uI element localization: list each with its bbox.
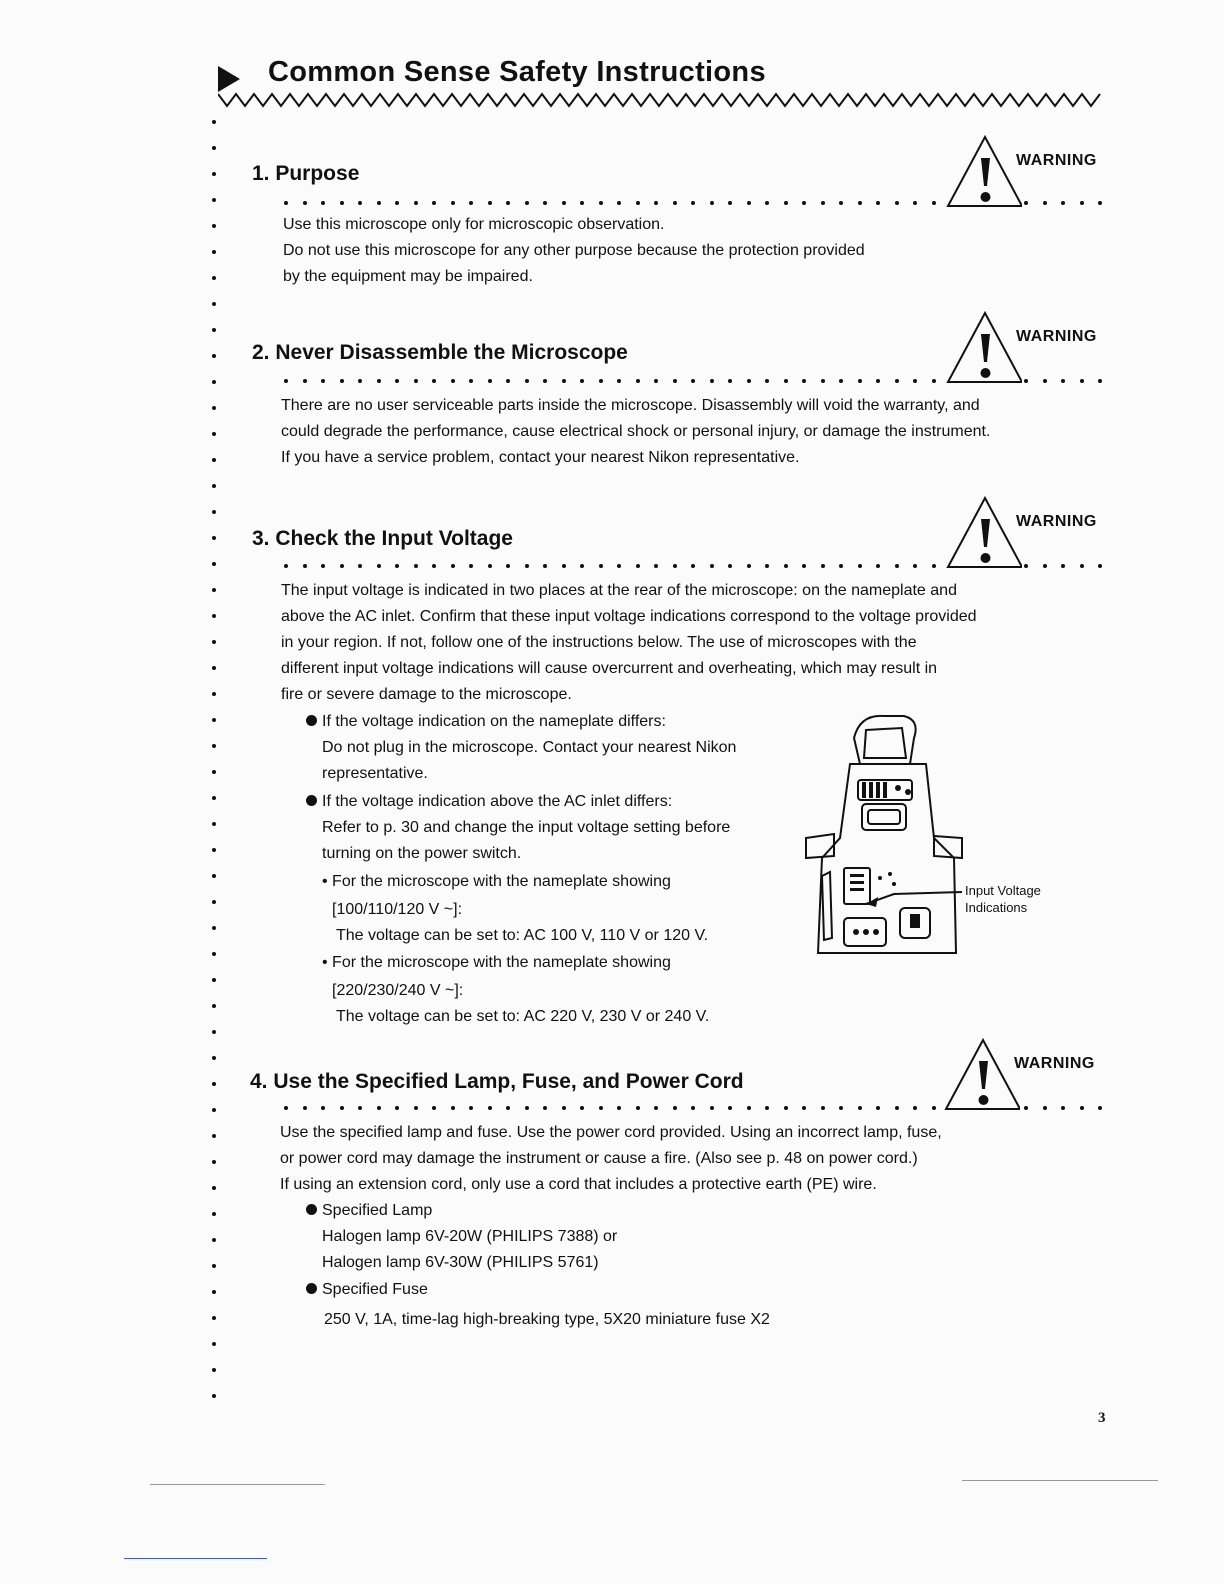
rule-dot xyxy=(876,379,880,383)
rule-dot xyxy=(1098,201,1102,205)
rule-dot xyxy=(321,379,325,383)
rule-dot xyxy=(451,201,455,205)
subitem-heading: • For the microscope with the nameplate showing xyxy=(322,954,671,971)
section-4-dotted-rule xyxy=(284,1106,1106,1112)
rule-dot xyxy=(469,1106,473,1110)
rule-dot xyxy=(802,201,806,205)
margin-dot xyxy=(212,1264,216,1268)
rule-dot xyxy=(1080,1106,1084,1110)
section-2-dotted-rule xyxy=(284,379,1106,385)
margin-dot xyxy=(212,1004,216,1008)
margin-dot xyxy=(212,1082,216,1086)
margin-dot xyxy=(212,978,216,982)
section-3-line: in your region. If not, follow one of the instructions below. The use of microscopes with the xyxy=(281,634,917,651)
rule-dot xyxy=(802,564,806,568)
margin-dot xyxy=(212,692,216,696)
rule-dot xyxy=(617,379,621,383)
margin-dot xyxy=(212,1134,216,1138)
warning-triangle-icon xyxy=(942,134,1022,210)
rule-dot xyxy=(525,564,529,568)
rule-dot xyxy=(599,564,603,568)
rule-dot xyxy=(321,1106,325,1110)
bullet-body-line: Refer to p. 30 and change the input voltage setting before xyxy=(322,819,731,836)
rule-dot xyxy=(913,379,917,383)
rule-dot xyxy=(543,1106,547,1110)
section-1-line: Do not use this microscope for any other purpose because the protection provided xyxy=(283,242,865,259)
rule-dot xyxy=(1080,564,1084,568)
rule-dot xyxy=(395,1106,399,1110)
section-3-line: The input voltage is indicated in two places at the rear of the microscope: on the nameplate and xyxy=(281,582,957,599)
section-1-body xyxy=(283,212,865,290)
section-2-line: could degrade the performance, cause electrical shock or personal injury, or damage the instrument. xyxy=(281,423,991,440)
rule-dot xyxy=(839,379,843,383)
rule-dot xyxy=(728,564,732,568)
rule-dot xyxy=(340,564,344,568)
rule-dot xyxy=(284,379,288,383)
margin-dot xyxy=(212,1186,216,1190)
rule-dot xyxy=(839,201,843,205)
margin-dot xyxy=(212,562,216,566)
margin-dot xyxy=(212,1212,216,1216)
rule-dot xyxy=(691,1106,695,1110)
margin-dot xyxy=(212,536,216,540)
rule-dot xyxy=(784,1106,788,1110)
margin-dot xyxy=(212,250,216,254)
rule-dot xyxy=(802,1106,806,1110)
section-2-title: 2. Never Disassemble the Microscope xyxy=(252,341,628,364)
ac-inlet-bullet xyxy=(306,789,730,867)
margin-dot xyxy=(212,328,216,332)
rule-dot xyxy=(599,201,603,205)
rule-dot xyxy=(673,1106,677,1110)
margin-dot xyxy=(212,1368,216,1372)
rule-dot xyxy=(340,1106,344,1110)
rule-dot xyxy=(821,379,825,383)
margin-dot xyxy=(212,1056,216,1060)
rule-dot xyxy=(358,379,362,383)
rule-dot xyxy=(303,379,307,383)
rule-dot xyxy=(673,564,677,568)
rule-dot xyxy=(617,201,621,205)
margin-dot xyxy=(212,666,216,670)
margin-dot xyxy=(212,302,216,306)
page-title: Common Sense Safety Instructions xyxy=(268,56,766,88)
rule-dot xyxy=(377,201,381,205)
rule-dot xyxy=(821,1106,825,1110)
section-4-line: If using an extension cord, only use a cord that includes a protective earth (PE) wire. xyxy=(280,1176,877,1193)
margin-dot xyxy=(212,744,216,748)
section-3-line: above the AC inlet. Confirm that these input voltage indications correspond to the voltage provided xyxy=(281,608,977,625)
rule-dot xyxy=(728,201,732,205)
margin-dot xyxy=(212,822,216,826)
bullet-heading: If the voltage indication above the AC inlet differs: xyxy=(322,793,673,810)
section-3-title: 3. Check the Input Voltage xyxy=(252,527,513,550)
margin-dot xyxy=(212,458,216,462)
rule-dot xyxy=(451,564,455,568)
rule-dot xyxy=(321,564,325,568)
rule-dot xyxy=(303,564,307,568)
rule-dot xyxy=(858,201,862,205)
rule-dot xyxy=(728,379,732,383)
rule-dot xyxy=(358,1106,362,1110)
rule-dot xyxy=(932,564,936,568)
figure-label xyxy=(965,882,1041,916)
subitem-rating: [220/230/240 V ~]: xyxy=(332,982,464,999)
bullet-icon xyxy=(306,795,317,806)
rule-dot xyxy=(747,1106,751,1110)
margin-dot xyxy=(212,796,216,800)
rule-dot xyxy=(1098,379,1102,383)
bullet-heading: Specified Fuse xyxy=(322,1281,428,1298)
rule-dot xyxy=(469,564,473,568)
rule-dot xyxy=(321,201,325,205)
rule-dot xyxy=(543,564,547,568)
margin-dot xyxy=(212,1316,216,1320)
lamp-item: Halogen lamp 6V-30W (PHILIPS 5761) xyxy=(322,1254,599,1271)
rule-dot xyxy=(580,564,584,568)
rule-dot xyxy=(617,1106,621,1110)
section-4-body xyxy=(280,1120,942,1198)
rule-dot xyxy=(506,564,510,568)
rule-dot xyxy=(710,564,714,568)
margin-dot xyxy=(212,354,216,358)
section-3-dotted-rule xyxy=(284,564,1106,570)
rule-dot xyxy=(765,1106,769,1110)
rule-dot xyxy=(1024,1106,1028,1110)
rule-dot xyxy=(876,564,880,568)
rule-dot xyxy=(1080,201,1084,205)
section-2-body xyxy=(281,393,990,471)
rule-dot xyxy=(895,1106,899,1110)
section-1-line: by the equipment may be impaired. xyxy=(283,268,533,285)
rule-dot xyxy=(617,564,621,568)
rule-dot xyxy=(506,201,510,205)
rule-dot xyxy=(673,379,677,383)
rule-dot xyxy=(377,1106,381,1110)
margin-dot xyxy=(212,120,216,124)
rule-dot xyxy=(710,1106,714,1110)
rule-dot xyxy=(747,564,751,568)
rule-dot xyxy=(469,379,473,383)
page-number: 3 xyxy=(1098,1410,1106,1426)
rule-dot xyxy=(654,1106,658,1110)
rule-dot xyxy=(691,564,695,568)
rule-dot xyxy=(691,379,695,383)
rule-dot xyxy=(284,201,288,205)
bullet-icon xyxy=(306,1204,317,1215)
bullet-body-line: representative. xyxy=(322,765,428,782)
rule-dot xyxy=(414,1106,418,1110)
margin-dot xyxy=(212,952,216,956)
rule-dot xyxy=(765,379,769,383)
section-3-body xyxy=(281,578,977,708)
rule-dot xyxy=(432,201,436,205)
warning-triangle-icon xyxy=(942,310,1022,386)
margin-dot xyxy=(212,900,216,904)
section-2-line: There are no user serviceable parts inside the microscope. Disassembly will void the warranty, and xyxy=(281,397,980,414)
margin-dot xyxy=(212,614,216,618)
warning-triangle-icon xyxy=(940,1037,1020,1113)
rule-dot xyxy=(303,1106,307,1110)
rule-dot xyxy=(284,564,288,568)
margin-dot xyxy=(212,848,216,852)
rule-dot xyxy=(599,1106,603,1110)
rule-dot xyxy=(1098,564,1102,568)
title-zigzag-divider xyxy=(218,90,1110,112)
section-2-warning xyxy=(942,310,1112,390)
warning-triangle-icon xyxy=(942,495,1022,571)
rule-dot xyxy=(562,201,566,205)
rule-dot xyxy=(913,564,917,568)
margin-dot xyxy=(212,146,216,150)
rule-dot xyxy=(784,379,788,383)
rule-dot xyxy=(451,1106,455,1110)
section-1-title: 1. Purpose xyxy=(252,162,360,185)
bullet-heading: Specified Lamp xyxy=(322,1202,433,1219)
rule-dot xyxy=(395,201,399,205)
rule-dot xyxy=(895,379,899,383)
rule-dot xyxy=(469,201,473,205)
warning-label: WARNING xyxy=(1016,328,1097,345)
rule-dot xyxy=(1098,1106,1102,1110)
rule-dot xyxy=(932,379,936,383)
margin-dot xyxy=(212,640,216,644)
bullet-body-line: Do not plug in the microscope. Contact your nearest Nikon xyxy=(322,739,737,756)
scan-artifact-line xyxy=(962,1480,1158,1481)
rule-dot xyxy=(636,201,640,205)
section-3-warning xyxy=(942,495,1112,575)
rule-dot xyxy=(876,201,880,205)
rule-dot xyxy=(654,201,658,205)
section-3-line: fire or severe damage to the microscope. xyxy=(281,686,572,703)
rule-dot xyxy=(858,564,862,568)
rule-dot xyxy=(710,379,714,383)
rule-dot xyxy=(913,1106,917,1110)
subitem-heading: • For the microscope with the nameplate showing xyxy=(322,873,671,890)
section-4-line: or power cord may damage the instrument or cause a fire. (Also see p. 48 on power cord.) xyxy=(280,1150,918,1167)
rule-dot xyxy=(691,201,695,205)
subitem-setting: The voltage can be set to: AC 100 V, 110 V or 120 V. xyxy=(336,927,709,944)
rule-dot xyxy=(488,564,492,568)
rule-dot xyxy=(358,564,362,568)
rule-dot xyxy=(284,1106,288,1110)
rule-dot xyxy=(580,201,584,205)
title-arrow-icon xyxy=(218,66,240,92)
margin-dot xyxy=(212,276,216,280)
margin-dot xyxy=(212,380,216,384)
rule-dot xyxy=(395,564,399,568)
section-3-line: different input voltage indications will cause overcurrent and overheating, which may result in xyxy=(281,660,938,677)
section-4-line: Use the specified lamp and fuse. Use the power cord provided. Using an incorrect lamp, fuse, xyxy=(280,1124,942,1141)
rule-dot xyxy=(1061,379,1065,383)
rule-dot xyxy=(1043,201,1047,205)
rule-dot xyxy=(340,201,344,205)
rule-dot xyxy=(895,564,899,568)
rule-dot xyxy=(377,379,381,383)
rule-dot xyxy=(1080,379,1084,383)
rule-dot xyxy=(932,201,936,205)
rule-dot xyxy=(506,379,510,383)
rule-dot xyxy=(377,564,381,568)
subitem-rating: [100/110/120 V ~]: xyxy=(332,901,463,918)
section-4-warning xyxy=(940,1037,1110,1117)
scan-artifact-line xyxy=(150,1484,325,1485)
rule-dot xyxy=(654,379,658,383)
rule-dot xyxy=(673,201,677,205)
bullet-body-line: turning on the power switch. xyxy=(322,845,522,862)
rule-dot xyxy=(728,1106,732,1110)
rule-dot xyxy=(802,379,806,383)
lamp-item: Halogen lamp 6V-20W (PHILIPS 7388) or xyxy=(322,1228,618,1245)
rule-dot xyxy=(506,1106,510,1110)
rule-dot xyxy=(599,379,603,383)
rule-dot xyxy=(432,379,436,383)
rule-dot xyxy=(821,564,825,568)
rule-dot xyxy=(784,564,788,568)
margin-dot xyxy=(212,432,216,436)
margin-dot xyxy=(212,172,216,176)
rule-dot xyxy=(710,201,714,205)
rule-dot xyxy=(1024,564,1028,568)
scan-artifact-line xyxy=(124,1558,267,1559)
microscope-rear-illustration xyxy=(804,708,1064,968)
rule-dot xyxy=(525,1106,529,1110)
rule-dot xyxy=(1024,201,1028,205)
rule-dot xyxy=(358,201,362,205)
rule-dot xyxy=(340,379,344,383)
rule-dot xyxy=(636,1106,640,1110)
margin-dot xyxy=(212,224,216,228)
rule-dot xyxy=(543,201,547,205)
rule-dot xyxy=(414,201,418,205)
margin-dot xyxy=(212,926,216,930)
rule-dot xyxy=(432,564,436,568)
margin-dot xyxy=(212,510,216,514)
voltage-subitem-1 xyxy=(322,869,708,949)
rule-dot xyxy=(821,201,825,205)
margin-dot xyxy=(212,1030,216,1034)
rule-dot xyxy=(876,1106,880,1110)
rule-dot xyxy=(1061,201,1065,205)
margin-dot xyxy=(212,484,216,488)
margin-dot xyxy=(212,874,216,878)
margin-dot xyxy=(212,1290,216,1294)
voltage-subitem-2 xyxy=(322,950,709,1030)
rule-dot xyxy=(414,379,418,383)
warning-label: WARNING xyxy=(1016,152,1097,169)
margin-dot xyxy=(212,198,216,202)
rule-dot xyxy=(747,379,751,383)
fuse-item: 250 V, 1A, time-lag high-breaking type, 5X20 miniature fuse X2 xyxy=(324,1311,770,1328)
rule-dot xyxy=(543,379,547,383)
margin-dot xyxy=(212,406,216,410)
rule-dot xyxy=(451,379,455,383)
margin-dot xyxy=(212,770,216,774)
rule-dot xyxy=(488,201,492,205)
margin-dot xyxy=(212,1238,216,1242)
rule-dot xyxy=(654,564,658,568)
margin-dot xyxy=(212,588,216,592)
rule-dot xyxy=(858,1106,862,1110)
lamp-bullet xyxy=(306,1198,617,1276)
warning-label: WARNING xyxy=(1014,1055,1095,1072)
section-1-dotted-rule xyxy=(284,201,1106,207)
rule-dot xyxy=(562,379,566,383)
rule-dot xyxy=(839,1106,843,1110)
rule-dot xyxy=(839,564,843,568)
rule-dot xyxy=(1043,379,1047,383)
rule-dot xyxy=(580,379,584,383)
figure-label-line: Input Voltage xyxy=(965,883,1041,898)
fuse-bullet xyxy=(306,1277,770,1333)
rule-dot xyxy=(525,379,529,383)
margin-dot xyxy=(212,1342,216,1346)
margin-dot xyxy=(212,1394,216,1398)
rule-dot xyxy=(525,201,529,205)
rule-dot xyxy=(1061,1106,1065,1110)
rule-dot xyxy=(913,201,917,205)
rule-dot xyxy=(562,564,566,568)
bullet-icon xyxy=(306,1283,317,1294)
rule-dot xyxy=(895,201,899,205)
rule-dot xyxy=(765,564,769,568)
margin-dot xyxy=(212,1108,216,1112)
left-margin-dots xyxy=(212,120,220,1420)
subitem-setting: The voltage can be set to: AC 220 V, 230 V or 240 V. xyxy=(336,1008,710,1025)
section-4-title: 4. Use the Specified Lamp, Fuse, and Power Cord xyxy=(250,1070,744,1093)
rule-dot xyxy=(414,564,418,568)
rule-dot xyxy=(1061,564,1065,568)
nameplate-bullet xyxy=(306,709,736,787)
margin-dot xyxy=(212,1160,216,1164)
section-1-line: Use this microscope only for microscopic observation. xyxy=(283,216,665,233)
rule-dot xyxy=(1043,1106,1047,1110)
rule-dot xyxy=(1043,564,1047,568)
figure-label-line: Indications xyxy=(965,900,1028,915)
rule-dot xyxy=(636,379,640,383)
warning-label: WARNING xyxy=(1016,513,1097,530)
rule-dot xyxy=(1024,379,1028,383)
bullet-icon xyxy=(306,715,317,726)
rule-dot xyxy=(303,201,307,205)
rule-dot xyxy=(432,1106,436,1110)
rule-dot xyxy=(784,201,788,205)
bullet-heading: If the voltage indication on the nameplate differs: xyxy=(322,713,666,730)
rule-dot xyxy=(488,1106,492,1110)
rule-dot xyxy=(747,201,751,205)
margin-dot xyxy=(212,718,216,722)
section-2-line: If you have a service problem, contact your nearest Nikon representative. xyxy=(281,449,800,466)
rule-dot xyxy=(636,564,640,568)
rule-dot xyxy=(395,379,399,383)
rule-dot xyxy=(580,1106,584,1110)
rule-dot xyxy=(488,379,492,383)
rule-dot xyxy=(765,201,769,205)
rule-dot xyxy=(932,1106,936,1110)
rule-dot xyxy=(562,1106,566,1110)
rule-dot xyxy=(858,379,862,383)
